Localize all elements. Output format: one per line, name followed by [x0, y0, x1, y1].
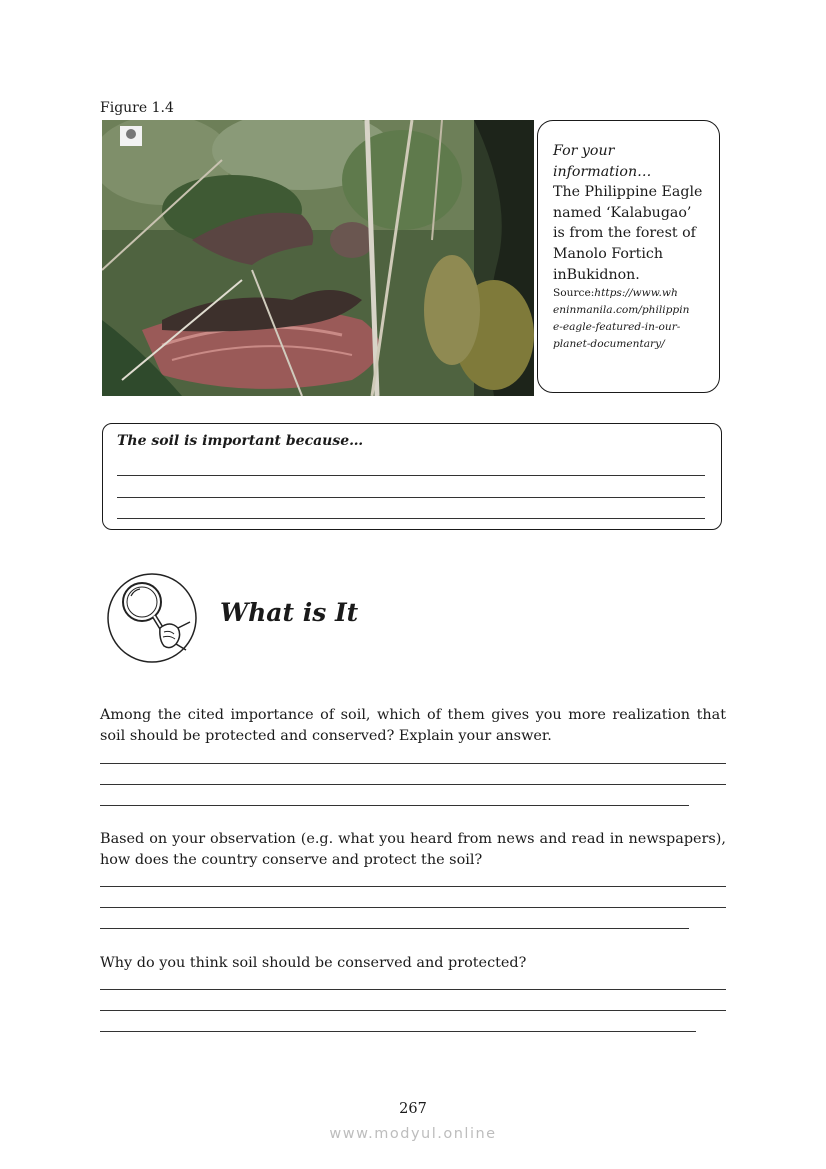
info-box: [537, 120, 720, 393]
answer-line[interactable]: [100, 805, 689, 806]
source-url: eninmanila.com/philippin: [553, 304, 690, 317]
page-number: 267: [399, 1101, 427, 1117]
answer-line[interactable]: [100, 928, 689, 929]
source-url: planet-documentary/: [553, 338, 665, 351]
magnifying-glass-icon: [104, 570, 200, 666]
info-heading: For your: [553, 143, 615, 159]
answer-line[interactable]: [117, 518, 705, 519]
info-body-line: The Philippine Eagle: [553, 184, 703, 201]
soil-prompt: The soil is important because…: [117, 433, 364, 449]
source-url: e-eagle-featured-in-our-: [553, 321, 681, 334]
eagle-photo: [102, 120, 534, 396]
answer-line[interactable]: [100, 1010, 726, 1011]
answer-line[interactable]: [100, 989, 726, 990]
info-body-line: Manolo Fortich: [553, 245, 663, 262]
question-1: Among the cited importance of soil, which of them gives you more realization that soil should be protected and conserved? Explain your answer.: [100, 707, 726, 744]
answer-line[interactable]: [100, 886, 726, 887]
soil-importance-box: [102, 423, 722, 530]
section-title: What is It: [220, 598, 359, 627]
info-body-line: inBukidnon.: [553, 266, 640, 283]
info-body-line: is from the forest of: [553, 225, 696, 242]
source-label: Source:: [553, 287, 595, 300]
answer-line[interactable]: [117, 497, 705, 498]
info-heading: information…: [553, 163, 652, 180]
philippine-eagle-nest-photo-icon: [102, 120, 534, 396]
answer-line[interactable]: [100, 1031, 696, 1032]
source-url: https://www.wh: [594, 287, 678, 300]
info-source: [553, 285, 709, 302]
question-3: Why do you think soil should be conserved and protected?: [100, 955, 527, 971]
answer-line[interactable]: [100, 907, 726, 908]
answer-line[interactable]: [117, 475, 705, 476]
figure-caption: Figure 1.4: [100, 100, 174, 116]
answer-line[interactable]: [100, 763, 726, 764]
answer-line[interactable]: [100, 784, 726, 785]
question-2: Based on your observation (e.g. what you heard from news and read in newspapers), how does the country conserve and protect the soil?: [100, 831, 726, 868]
watermark: www.modyul.online: [329, 1126, 497, 1142]
info-body-line: named ‘Kalabugao’: [553, 204, 692, 221]
